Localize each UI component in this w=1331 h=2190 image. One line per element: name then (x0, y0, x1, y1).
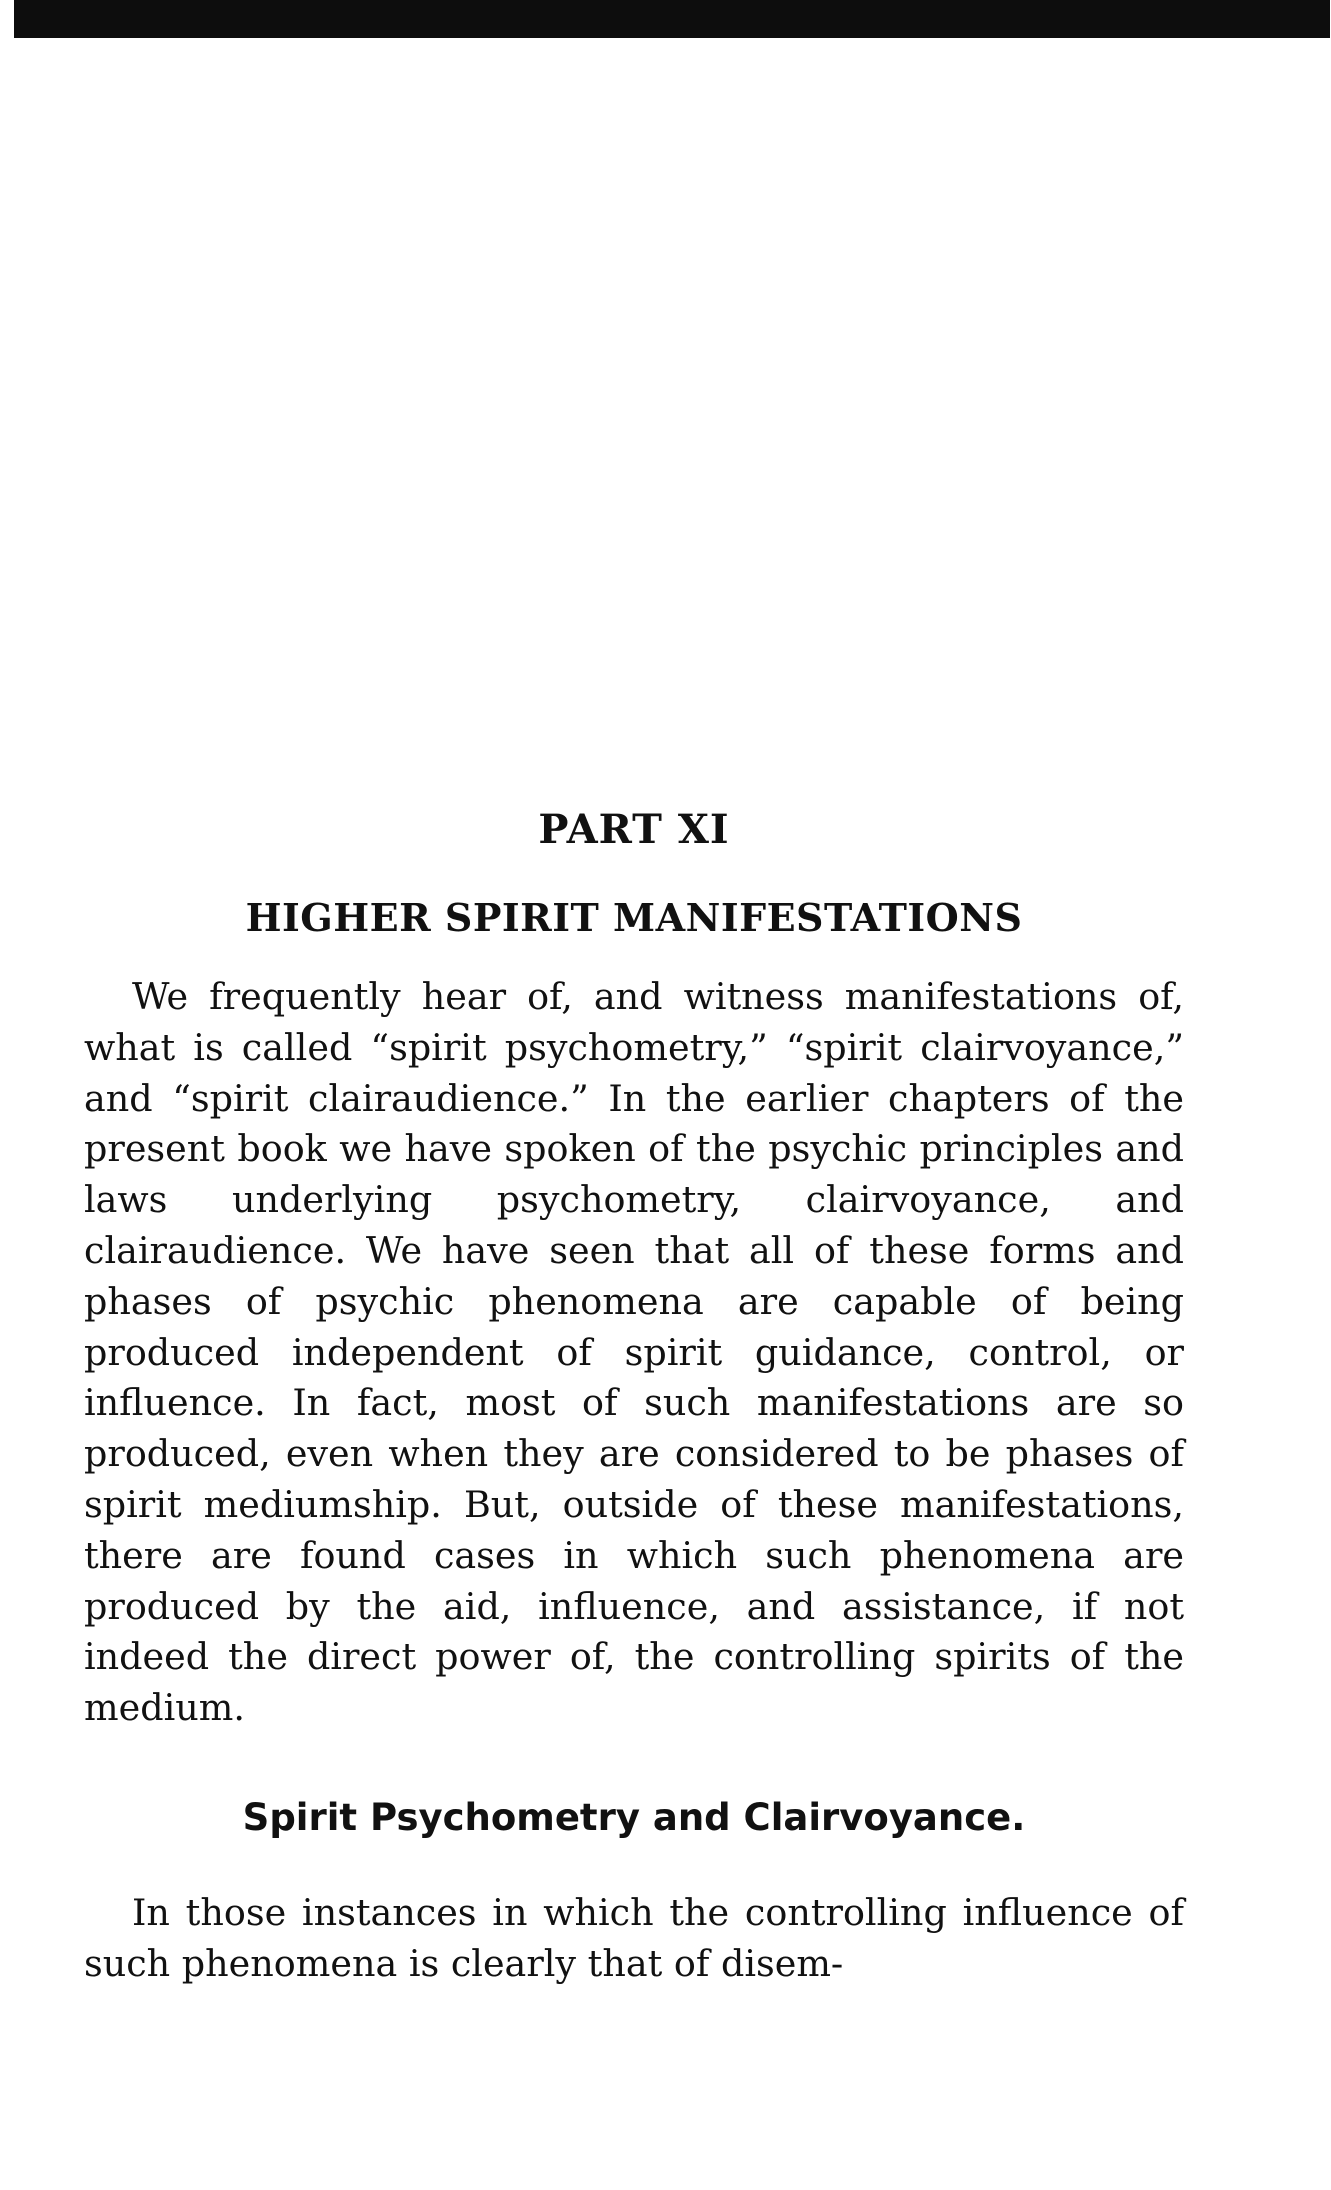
body-paragraph-2: In those instances in which the controlling influence of such phenomena is clearly that of disem- (84, 1890, 1184, 1985)
subheading: Spirit Psychometry and Clairvoyance. (242, 1795, 1026, 1839)
body-paragraph-1: We frequently hear of, and witness manifestations of, what is called “spirit psychometry,” “spirit clairvoyance,” and “spirit clairaudience.” In the earlier chapters of the present book we have spoken of the psychic principles and laws underlying psychometry, clairvoyance, and clairaudience. We have seen that all of these forms and phases of psychic phenomena are capable of being produced independent of spirit guidance, control, or influence. In fact, most of such manifestations are so produced, even when they are considered to be phases of spirit mediumship. But, outside of these manifestations, there are found cases in which such phenomena are produced by the aid, influence, and assistance, if not indeed the direct power of, the controlling spirits of the medium. (84, 975, 1184, 1730)
section-title: HIGHER SPIRIT MANIFESTATIONS (245, 895, 1023, 940)
part-title: PART XI (538, 806, 730, 853)
page-top-rule (14, 0, 1330, 38)
book-page (84, 800, 1184, 1990)
